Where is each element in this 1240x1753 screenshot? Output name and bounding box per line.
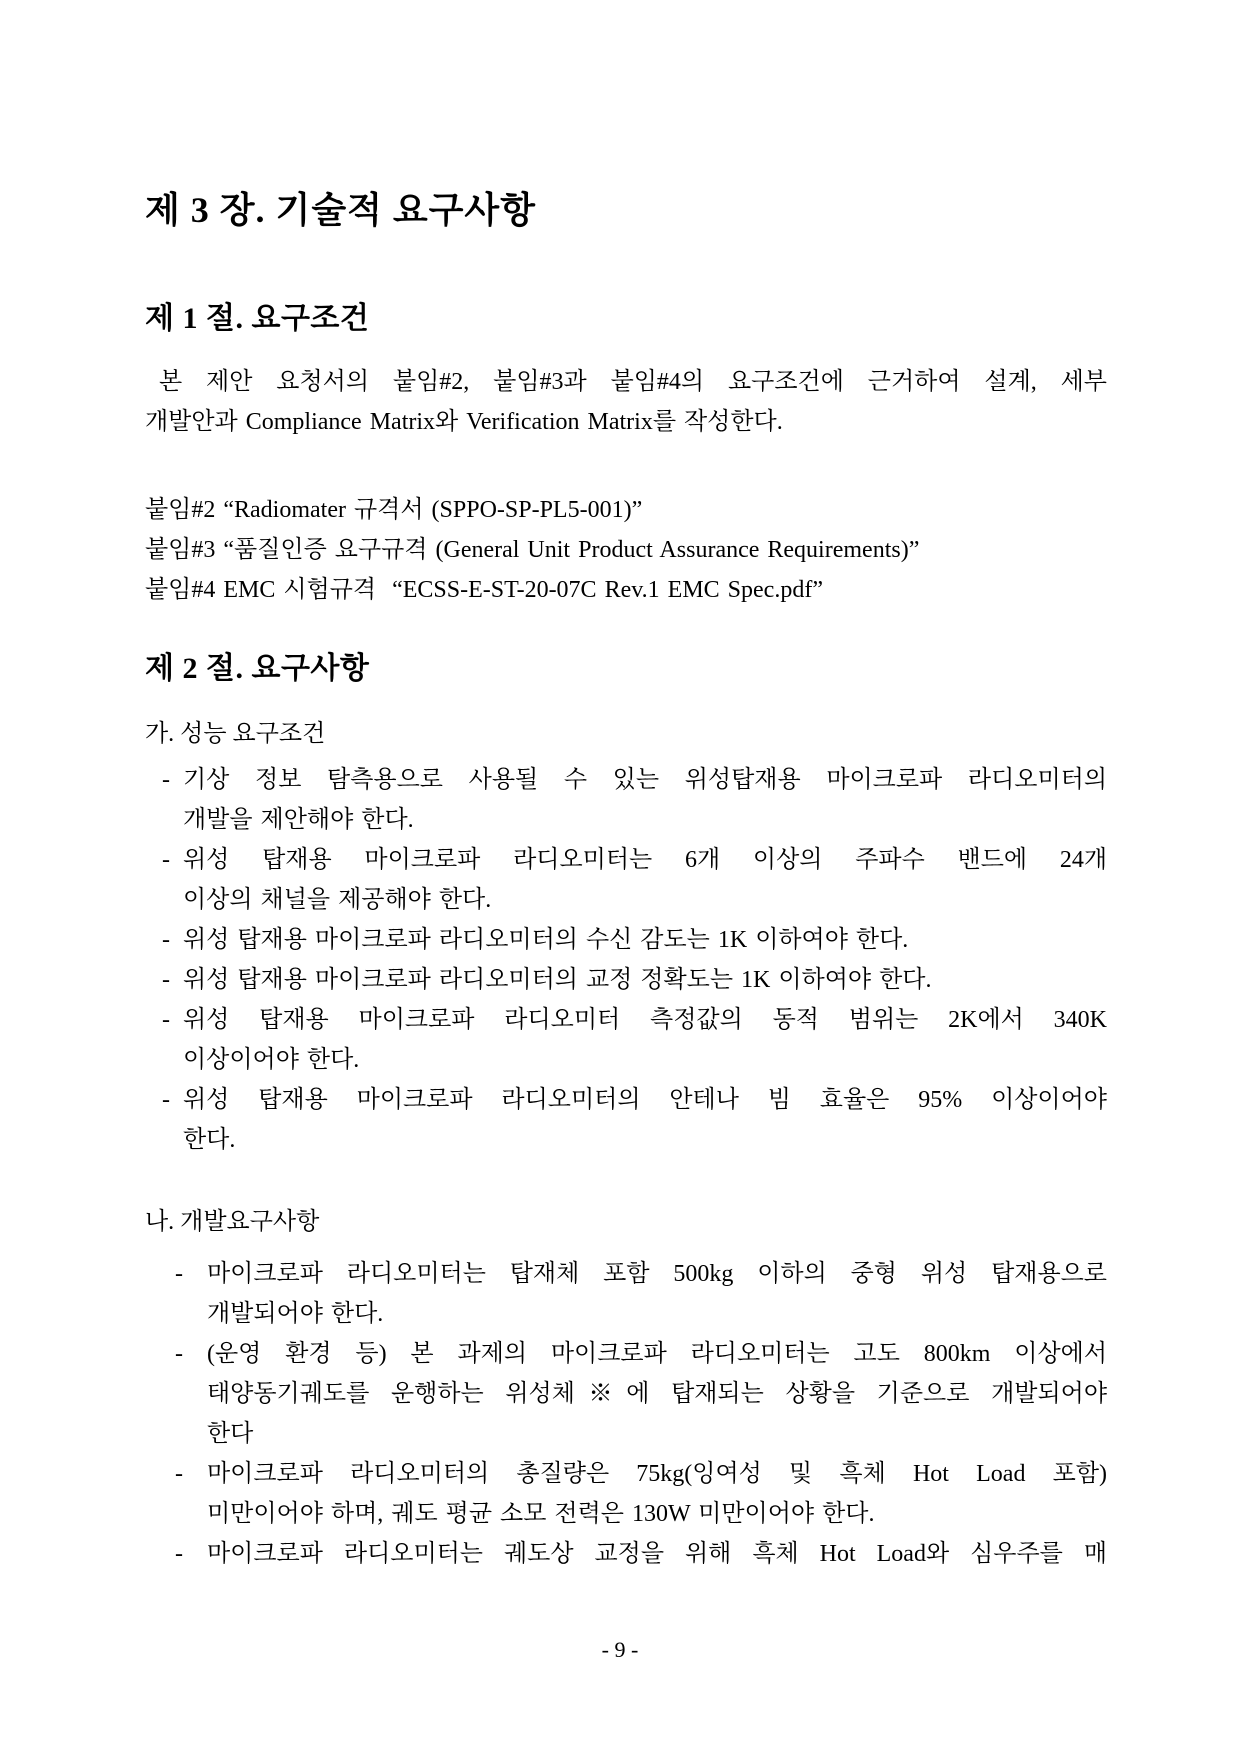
section-2-title: 제 2 절. 요구사항 — [145, 652, 370, 685]
page-number: - 9 - — [601, 1637, 639, 1662]
subsection-b-label: 나. 개발요구사항 — [145, 1209, 320, 1235]
development-requirements-list — [145, 1254, 1107, 1574]
section-requirements-conditions — [145, 298, 1107, 610]
list-item-line: 마이크로파 라디오미터의 총질량은 75kg(잉여성 및 흑체 Hot Load 포함) — [207, 1461, 1107, 1487]
section-requirements — [145, 648, 1107, 1574]
subsection-a-label: 가. 성능 요구조건 — [145, 721, 326, 747]
list-item — [145, 1454, 1107, 1534]
list-item — [145, 760, 1107, 840]
list-item-line: 기상 정보 탐측용으로 사용될 수 있는 위성탑재용 마이크로파 라디오미터의 — [183, 767, 1107, 793]
list-item — [145, 1534, 1107, 1574]
list-item-line: 개발을 제안해야 한다. — [183, 807, 414, 833]
list-item-line: (운영 환경 등) 본 과제의 마이크로파 라디오미터는 고도 800km 이상에서 — [207, 1341, 1107, 1367]
list-item-line: 위성 탑재용 마이크로파 라디오미터의 안테나 빔 효율은 95% 이상이어야 — [183, 1087, 1107, 1113]
bullet-dash: - — [175, 1261, 183, 1287]
list-item-line: 한다. — [183, 1127, 236, 1153]
section-1-title: 제 1 절. 요구조건 — [145, 302, 370, 335]
list-item-line: 위성 탑재용 마이크로파 라디오미터의 교정 정확도는 1K 이하여야 한다. — [183, 967, 932, 993]
attachment-item: 붙임#2 “Radiomater 규격서 (SPPO-SP-PL5-001)” — [145, 497, 643, 523]
list-item-line: 이상의 채널을 제공해야 한다. — [183, 887, 492, 913]
list-item-line: 마이크로파 라디오미터는 탑재체 포함 500kg 이하의 중형 위성 탑재용으로 — [207, 1261, 1107, 1287]
list-item-line: 미만이어야 하며, 궤도 평균 소모 전력은 130W 미만이어야 한다. — [207, 1501, 875, 1527]
list-item-line: 한다 — [207, 1421, 254, 1447]
list-item-line: 태양동기궤도를 운행하는 위성체※에 탑재되는 상황을 기준으로 개발되어야 — [207, 1381, 1107, 1407]
bullet-dash: - — [162, 767, 170, 793]
attachment-item: 붙임#4 EMC 시험규격 “ECSS-E-ST-20-07C Rev.1 EMC Spec.pdf” — [145, 577, 823, 603]
paragraph-line: 개발안과 Compliance Matrix와 Verification Matrix를 작성한다. — [145, 409, 783, 435]
list-item-line: 위성 탑재용 마이크로파 라디오미터는 6개 이상의 주파수 밴드에 24개 — [183, 847, 1107, 873]
bullet-dash: - — [162, 847, 170, 873]
bullet-dash: - — [175, 1341, 183, 1367]
page-content — [145, 0, 1107, 1574]
list-item — [145, 920, 1107, 960]
bullet-dash: - — [162, 967, 170, 993]
list-item — [145, 1080, 1107, 1160]
list-item-line: 위성 탑재용 마이크로파 라디오미터 측정값의 동적 범위는 2K에서 340K — [183, 1007, 1107, 1033]
paragraph-line: 본 제안 요청서의 붙임#2, 붙임#3과 붙임#4의 요구조건에 근거하여 설계, 세부 — [159, 369, 1107, 395]
bullet-dash: - — [162, 1087, 170, 1113]
list-item — [145, 1000, 1107, 1080]
bullet-dash: - — [175, 1461, 183, 1487]
list-item-line: 마이크로파 라디오미터는 궤도상 교정을 위해 흑체 Hot Load와 심우주를 매 — [207, 1541, 1107, 1567]
list-item-line: 이상이어야 한다. — [183, 1047, 360, 1073]
list-item — [145, 840, 1107, 920]
bullet-dash: - — [162, 1007, 170, 1033]
bullet-dash: - — [175, 1541, 183, 1567]
attachment-list — [145, 490, 1107, 610]
attachment-item: 붙임#3 “품질인증 요구규격 (General Unit Product Assurance Requirements)” — [145, 537, 920, 563]
intro-paragraph — [145, 362, 1107, 442]
list-item — [145, 960, 1107, 1000]
chapter-title: 제 3 장. 기술적 요구사항 — [145, 190, 536, 230]
list-item — [145, 1254, 1107, 1334]
bullet-dash: - — [162, 927, 170, 953]
list-item-line: 위성 탑재용 마이크로파 라디오미터의 수신 감도는 1K 이하여야 한다. — [183, 927, 909, 953]
list-item — [145, 1334, 1107, 1454]
performance-requirements-list — [145, 760, 1107, 1160]
list-item-line: 개발되어야 한다. — [207, 1301, 384, 1327]
